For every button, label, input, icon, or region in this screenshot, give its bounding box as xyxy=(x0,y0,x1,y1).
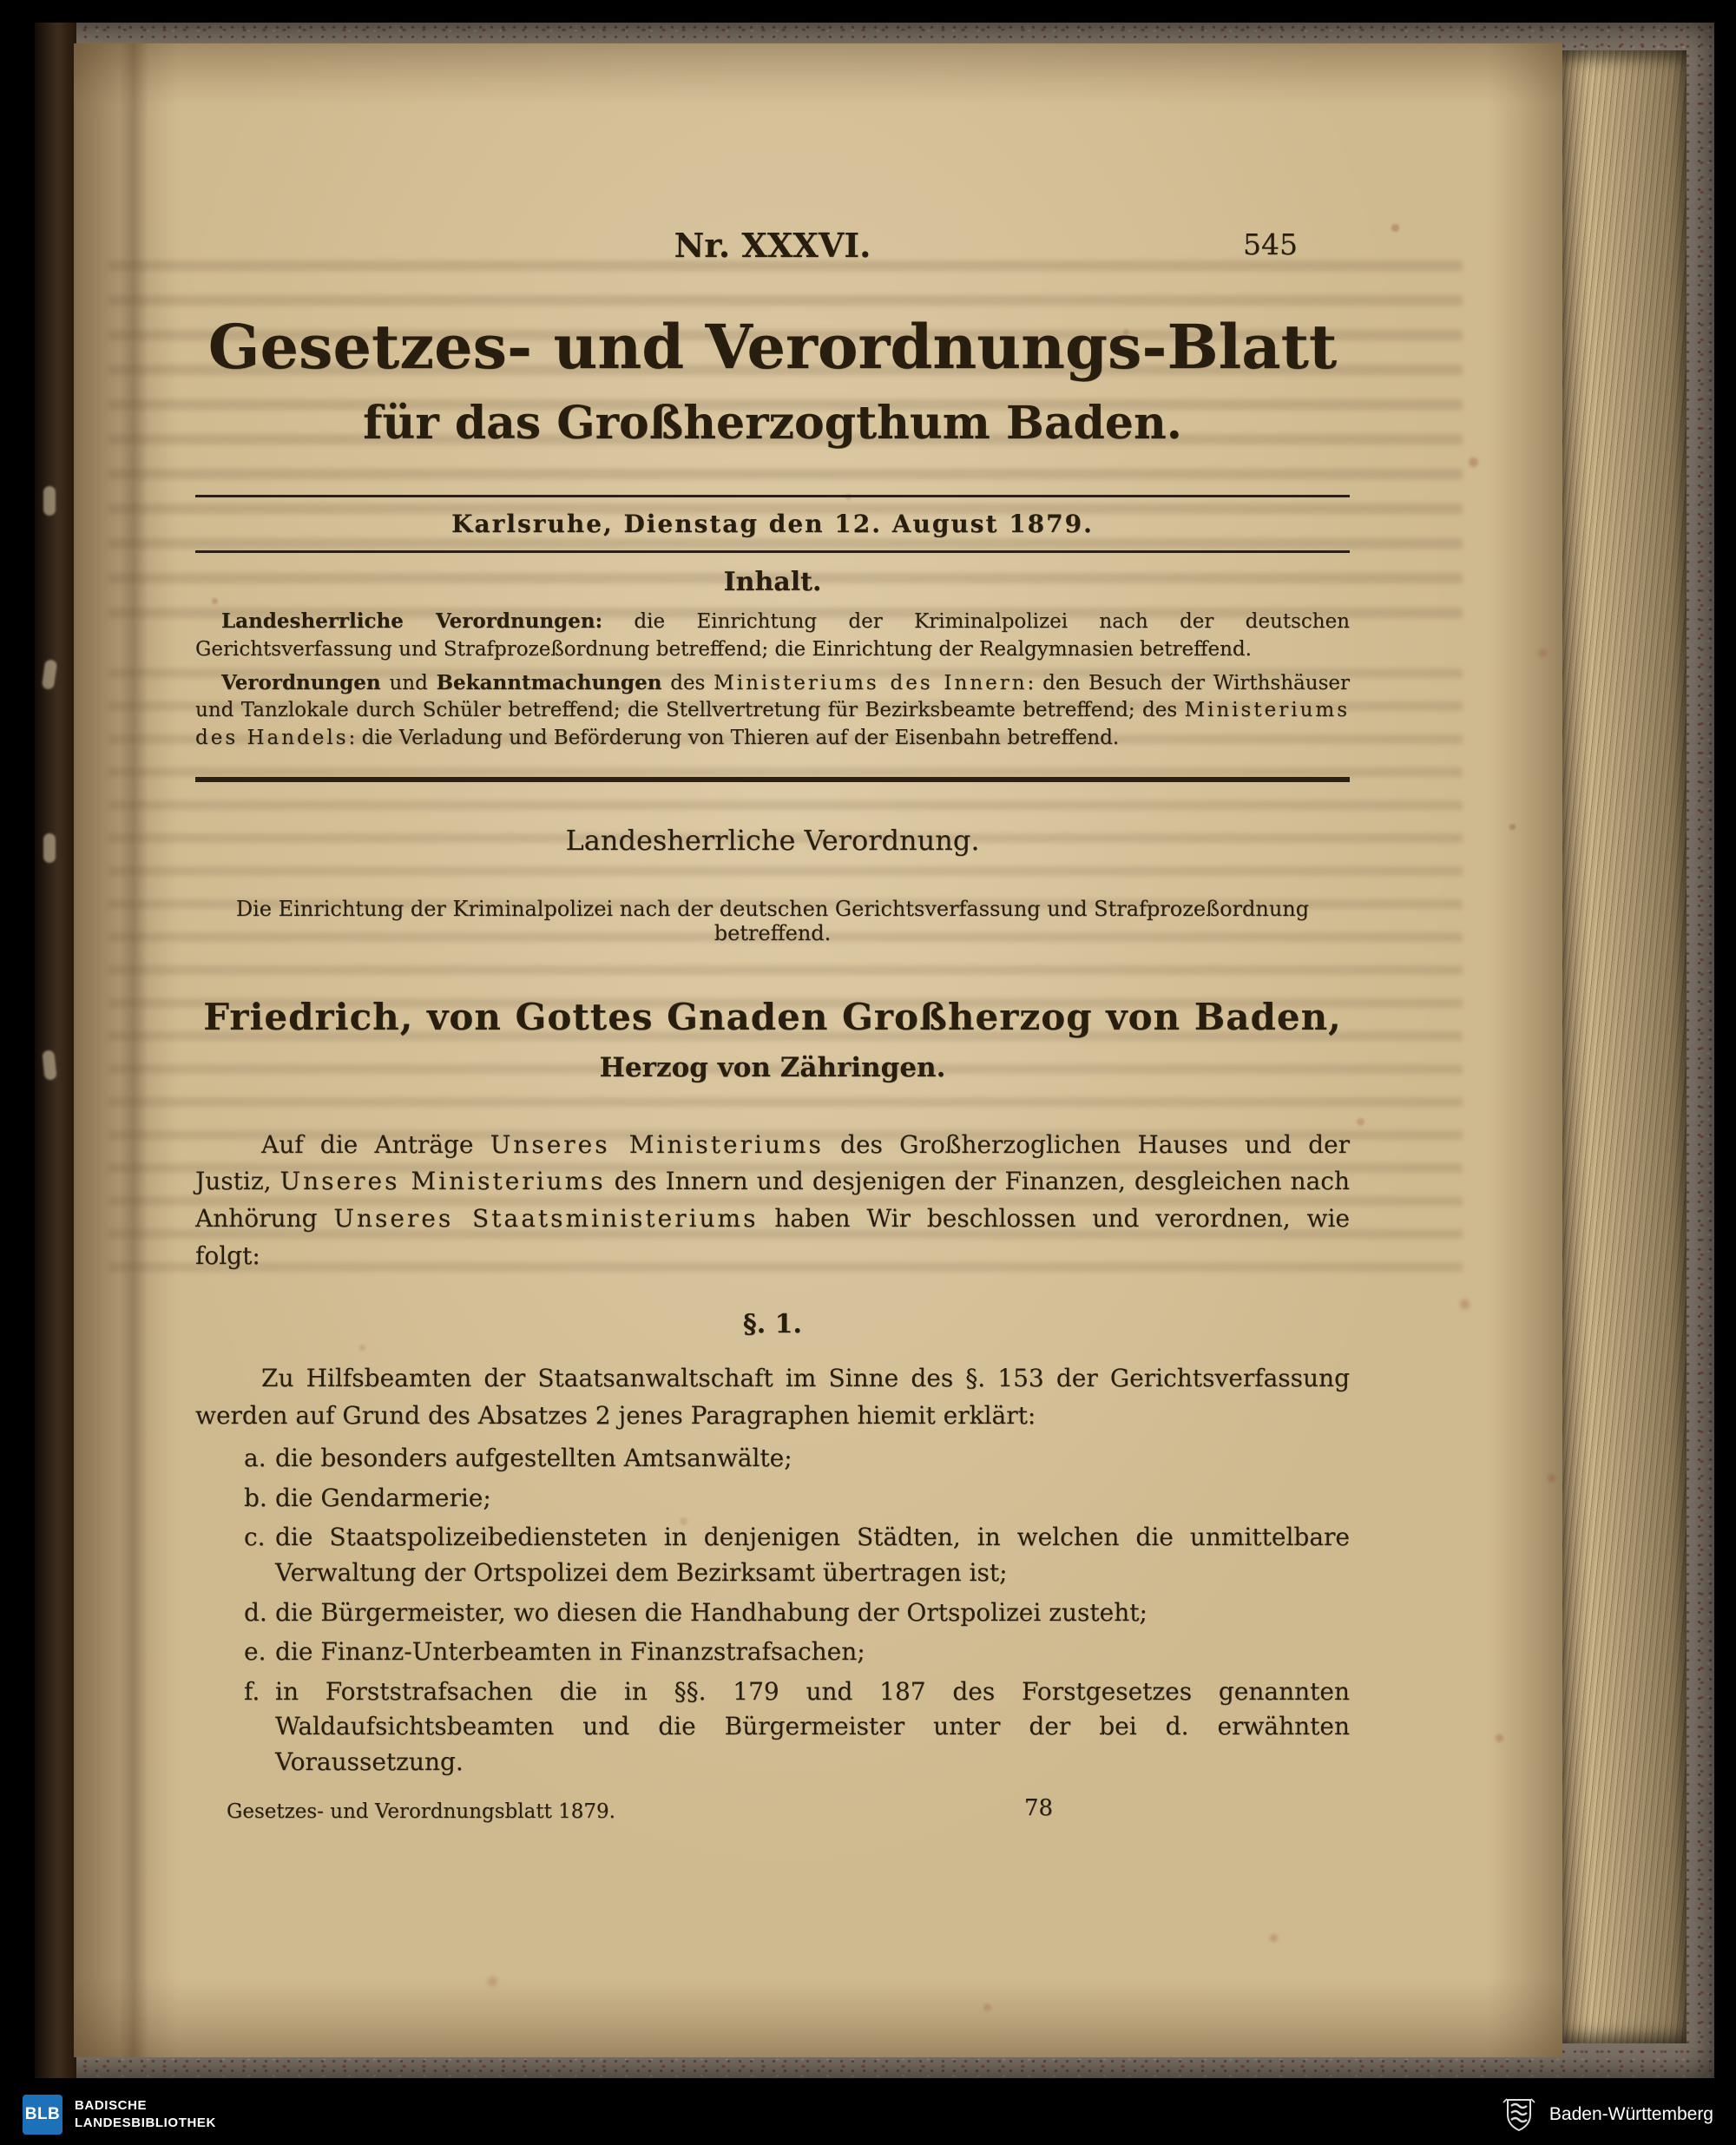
preamble-spaced: Unseres Staatsministeriums xyxy=(333,1203,759,1233)
book-spine xyxy=(35,23,76,2078)
issue-header xyxy=(195,226,1350,265)
library-name xyxy=(75,2097,216,2131)
paragraph-intro: Zu Hilfsbeamten der Staatsanwaltschaft im Sinne des §. 153 der Gerichtsverfassung werden auf Grund des Absatzes 2 jenes Paragraphen hiemit erklärt: xyxy=(195,1364,1350,1430)
foxing-spots xyxy=(74,43,78,48)
paragraph-heading: §. 1. xyxy=(743,1309,802,1340)
blb-branding xyxy=(23,2095,216,2135)
thick-horizontal-rule xyxy=(195,777,1350,782)
list-item xyxy=(195,1635,1350,1670)
dateline: Karlsruhe, Dienstag den 12. August 1879. xyxy=(451,510,1094,539)
list-item xyxy=(195,1481,1350,1517)
section-heading: Landesherrliche Verordnung. xyxy=(565,823,980,857)
inhalt-lead: Bekanntmachungen xyxy=(436,670,662,694)
preamble-spaced: Unseres Ministeriums xyxy=(279,1167,606,1196)
library-name-line2: LANDESBIBLIOTHEK xyxy=(75,2115,216,2130)
binding-stitch xyxy=(43,486,56,516)
list-item-text: die Staatspolizeibediensteten in denjenigen Städten, in welchen die unmittelbare Verwaltung der Ortspolizei dem Bezirksamt übertragen ist; xyxy=(275,1523,1350,1587)
footer-signature: Gesetzes- und Verordnungsblatt 1879. xyxy=(227,1800,615,1824)
list-item-label: a. xyxy=(244,1444,266,1473)
list-item-text: die Finanz-Unterbeamten in Finanzstrafsachen; xyxy=(275,1637,865,1667)
list-item-label: c. xyxy=(244,1523,266,1552)
library-name-line1: BADISCHE xyxy=(75,2098,148,2113)
proclamation-line-2: Herzog von Zähringen. xyxy=(599,1051,946,1083)
enumerated-list xyxy=(195,1441,1350,1780)
list-item-label: e. xyxy=(244,1637,266,1667)
horizontal-rule xyxy=(195,495,1350,497)
printed-text-block xyxy=(195,226,1350,1823)
list-item xyxy=(195,1441,1350,1477)
masthead-title: Gesetzes- und Verordnungs-Blatt xyxy=(207,311,1338,383)
inhalt-paragraph-1 xyxy=(195,608,1350,663)
subject-line: Die Einrichtung der Kriminalpolizei nach der deutschen Gerichtsverfassung und Strafprozeßordnung betreffend. xyxy=(235,896,1310,945)
proclamation-line-1: Friedrich, von Gottes Gnaden Großherzog von Baden, xyxy=(203,995,1342,1038)
inhalt-lead: Landesherrliche Verordnungen: xyxy=(221,609,603,634)
binding-stitch xyxy=(43,833,56,863)
issue-number: Nr. XXXVI. xyxy=(674,226,871,265)
footer-sheet-number: 78 xyxy=(1024,1795,1054,1822)
masthead-subtitle: für das Großherzogthum Baden. xyxy=(363,397,1182,451)
list-item xyxy=(195,1520,1350,1590)
inhalt-text: : die Verladung und Beförderung von Thieren auf der Eisenbahn betreffend. xyxy=(348,727,1120,750)
inhalt-text: : den Besuch der Wirthshäuser und Tanzlokale durch Schüler betreffend; die Stellvertretung für Bezirksbeamte betreffend; des xyxy=(195,671,1350,722)
preamble-paragraph xyxy=(195,1127,1350,1274)
preamble-text: Auf die Anträge xyxy=(261,1129,490,1159)
list-item-label: b. xyxy=(244,1483,267,1512)
inhalt-text: und xyxy=(380,671,437,694)
inhalt-paragraph-2 xyxy=(195,669,1350,753)
list-item-text: in Forststrafsachen die in §§. 179 und 187 des Forstgesetzes genannten Waldaufsichtsbeamten und die Bürgermeister unter der bei d. erwähnten Voraussetzung. xyxy=(275,1676,1350,1776)
scanned-page xyxy=(74,43,1562,2057)
list-item-text: die Gendarmerie; xyxy=(275,1483,491,1512)
list-item-text: die besonders aufgestellten Amtsanwälte; xyxy=(275,1444,792,1473)
preamble-text: haben Wir beschlossen und verordnen, wie folgt: xyxy=(195,1203,1350,1270)
state-label: Baden-Württemberg xyxy=(1549,2103,1713,2124)
book-fore-edge-pages xyxy=(1558,50,1687,2043)
inhalt-lead: Verordnungen xyxy=(221,670,381,694)
inhalt-text: die Einrichtung der Kriminalpolizei nach der deutschen Gerichtsverfassung und Strafprozeßordnung betreffend; die Einrichtung der Realgymnasien betreffend. xyxy=(195,610,1350,661)
list-item-label: d. xyxy=(244,1597,267,1627)
inhalt-spaced: Ministeriums des Innern xyxy=(713,671,1028,694)
page-number: 545 xyxy=(1243,227,1298,261)
inhalt-text: des xyxy=(661,671,714,694)
inhalt-heading: Inhalt. xyxy=(723,567,822,598)
baden-wuerttemberg-coat-of-arms-icon xyxy=(1499,2096,1539,2134)
baden-wuerttemberg-branding xyxy=(1499,2096,1713,2134)
blb-logo: BLB xyxy=(23,2095,62,2135)
preamble-text: des Großherzoglichen Hauses und der Justiz, xyxy=(195,1129,1350,1196)
list-item xyxy=(195,1675,1350,1780)
preamble-spaced: Unseres Ministeriums xyxy=(490,1129,824,1159)
horizontal-rule xyxy=(195,550,1350,553)
list-item xyxy=(195,1596,1350,1631)
inhalt-spaced: Ministeriums des Handels xyxy=(195,699,1350,750)
viewer-footer-bar xyxy=(0,2083,1736,2145)
printed-page-footer xyxy=(195,1795,1350,1824)
list-item-text: die Bürgermeister, wo diesen die Handhabung der Ortspolizei zusteht; xyxy=(275,1597,1147,1627)
list-item-label: f. xyxy=(244,1676,260,1706)
preamble-text: des Innern und desjenigen der Finanzen, desgleichen nach Anhörung xyxy=(195,1167,1350,1233)
